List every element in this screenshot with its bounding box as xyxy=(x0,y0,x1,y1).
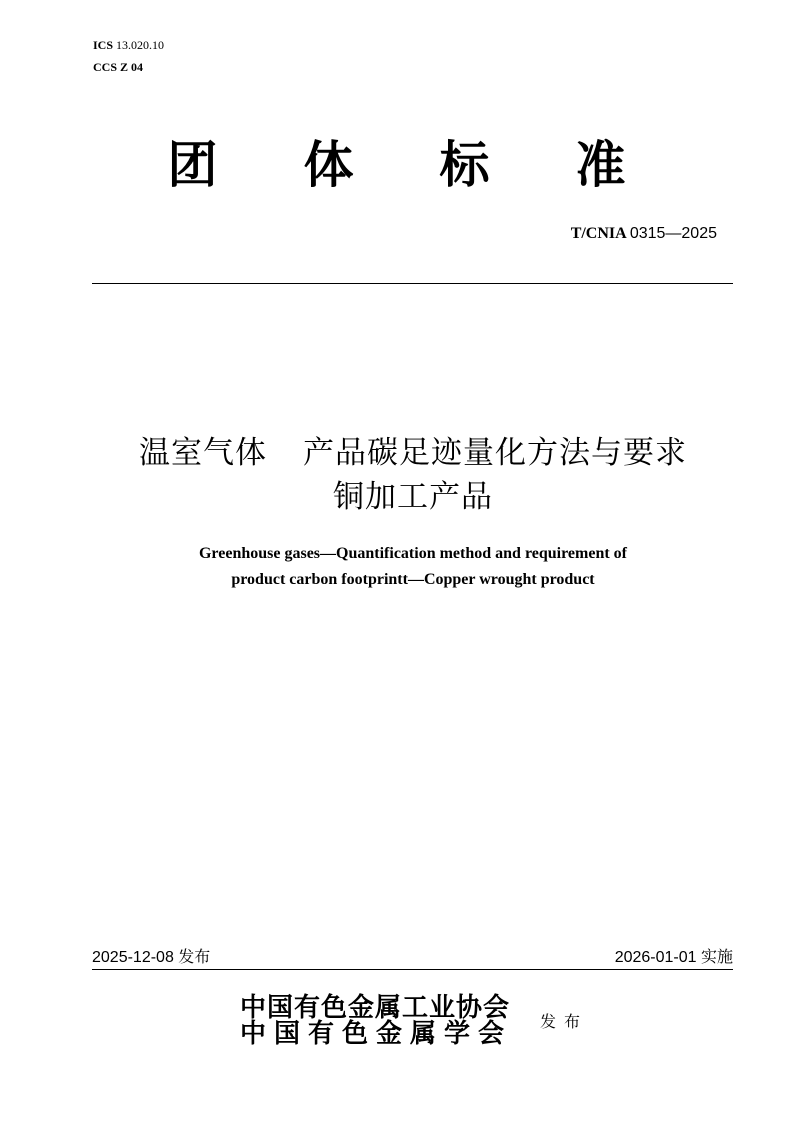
chinese-title-line-1 xyxy=(0,433,793,473)
document-type-heading xyxy=(0,132,793,198)
publisher-org-2: 中国有色金属学会 xyxy=(240,1019,513,1049)
top-divider xyxy=(92,283,733,284)
publish-date: 2025-12-08 发布 xyxy=(92,949,211,966)
doc-type-char-1: 团 xyxy=(167,136,218,194)
standard-number xyxy=(571,224,717,244)
chinese-title-part-1: 温室气体 xyxy=(139,435,267,471)
english-title-line-1: Greenhouse gases—Quantification method and requirement of xyxy=(198,545,627,562)
ccs-code xyxy=(93,60,143,74)
english-title-line-2: product carbon footprintt—Copper wrought product xyxy=(231,571,595,588)
chinese-title-line-2: 铜加工产品 xyxy=(333,479,493,515)
bottom-divider xyxy=(92,969,733,970)
ics-label: ICS xyxy=(93,38,114,52)
ics-code xyxy=(93,38,164,52)
implementation-date: 2026-01-01 实施 xyxy=(614,949,733,966)
ccs-value: Z 04 xyxy=(120,60,144,74)
publish-action: 发布 xyxy=(540,1012,589,1031)
ccs-label: CCS xyxy=(93,60,118,74)
chinese-title-part-2: 产品碳足迹量化方法与要求 xyxy=(303,435,687,471)
doc-type-char-3: 标 xyxy=(439,136,490,194)
doc-type-char-2: 体 xyxy=(303,136,354,194)
ics-value: 13.020.10 xyxy=(116,38,165,52)
standard-digits: 0315—2025 xyxy=(629,225,717,242)
publisher-org-1: 中国有色金属工业协会 xyxy=(240,993,511,1023)
doc-type-char-4: 准 xyxy=(575,136,626,194)
standard-prefix: T/CNIA xyxy=(570,225,626,242)
